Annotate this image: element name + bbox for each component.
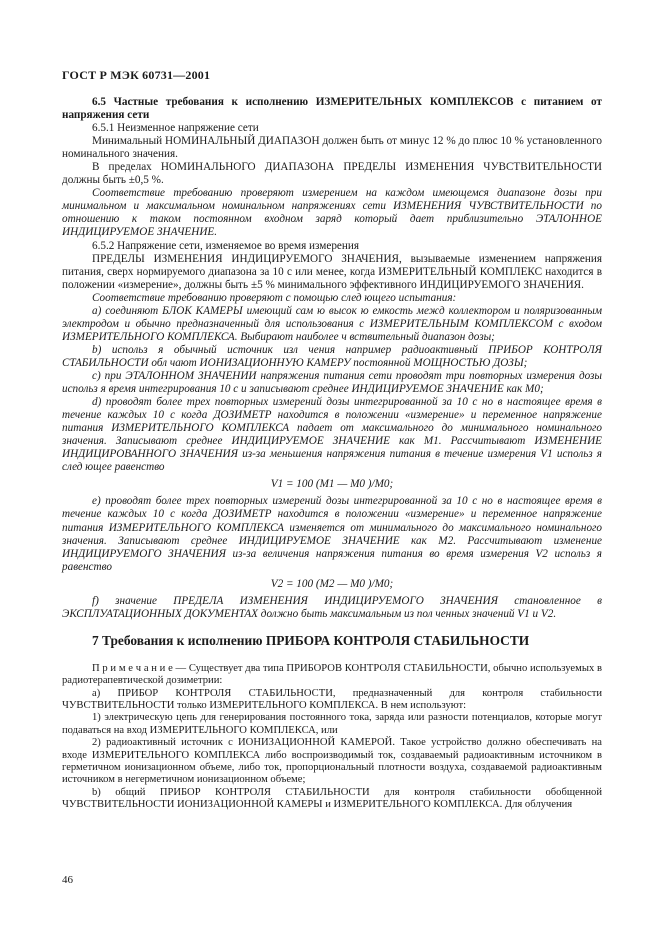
paragraph: В пределах НОМИНАЛЬНОГО ДИАПАЗОНА ПРЕДЕЛЫ ИЗМЕНЕНИЯ ЧУВСТВИТЕЛЬНОСТИ должны быть ±0,5 %.: [62, 161, 602, 187]
paragraph: ПРЕДЕЛЫ ИЗМЕНЕНИЯ ИНДИЦИРУЕМОГО ЗНАЧЕНИЯ, вызываемые изменением напряжения питания, сверх нормируемого диапазона за 10 с или менее, когда ИЗМЕРИТЕЛЬНЫЙ КОМПЛЕКС находится в положении «измерение», должны быть ±5 % минимального эффективного ИНДИЦИРУЕМОГО ЗНАЧЕНИЯ.: [62, 252, 602, 291]
standard-header: ГОСТ Р МЭК 60731—2001: [62, 68, 211, 82]
formula-v2: V2 = 100 (M2 — M0 )/M0;: [270, 577, 394, 590]
list-item-b: b) использ я обычный источник изл чения например радиоактивный ПРИБОР КОНТРОЛЯ СТАБИЛЬНОСТИ обл чают ИОНИЗАЦИОННУЮ КАМЕРУ постоянной МОЩНОСТЬЮ ДОЗЫ;: [62, 343, 602, 369]
note-item-b: b) общий ПРИБОР КОНТРОЛЯ СТАБИЛЬНОСТИ для контроля стабильности обобщенной ЧУВСТВИТЕЛЬНОСТИ ИОНИЗАЦИОННОЙ КАМЕРЫ и ИЗМЕРИТЕЛЬНОГО КОМПЛЕКСА. Для облучения: [62, 786, 602, 811]
note-item-a: а) ПРИБОР КОНТРОЛЯ СТАБИЛЬНОСТИ, предназначенный для контроля стабильности ЧУВСТВИТЕЛЬНОСТИ только ИЗМЕРИТЕЛЬНОГО КОМПЛЕКСА. В нем используют:: [62, 687, 602, 712]
note-item-1: 1) электрическую цепь для генерирования постоянного тока, заряда или разности потенциалов, которые могут подаваться на вход ИЗМЕРИТЕЛЬНОГО КОМПЛЕКСА, или: [62, 712, 602, 736]
clause-6-5-title: 6.5 Частные требования к исполнению ИЗМЕРИТЕЛЬНЫХ КОМПЛЕКСОВ с питанием от напряжения сети: [62, 96, 602, 122]
compliance-paragraph: Соответствие требованию проверяют измерением на каждом имеющемся диапазоне дозы при минимальном и максимальном номинальном напряжениях сети ИЗМЕНЕНИЯ ЧУВСТВИТЕЛЬНОСТИ по отношению к таком постоянном входном заряд который дает приблизительно ЭТАЛОННОЕ ИНДИЦИРУЕМОЕ ЗНАЧЕНИЕ.: [62, 187, 602, 239]
page-number: 46: [62, 874, 73, 886]
clause-6-5-1-title: 6.5.1 Неизменное напряжение сети: [92, 122, 259, 135]
list-item-a: а) соединяют БЛОК КАМЕРЫ имеющий сам ю высок ю емкость межд коллектором и поляризованным электродом и обычно предназначенный для использования с ИЗМЕРИТЕЛЬНЫМ КОМПЛЕКСОМ с входом ИЗМЕРИТЕЛЬНОГО КОМПЛЕКСА. Выбирают наиболее ч вствительный диапазон дозы;: [62, 304, 602, 343]
paragraph: Минимальный НОМИНАЛЬНЫЙ ДИАПАЗОН должен быть от минус 12 % до плюс 10 % установленного номинального значения.: [62, 135, 602, 161]
formula-v1: V1 = 100 (M1 — M0 )/M0;: [270, 478, 394, 491]
list-item-e: е) проводят более трех повторных измерений дозы интегрированной за 10 с но в настоящее время в течение каждых 10 с когда ДОЗИМЕТР находится в положении «измерение» и переменное напряжение питания ИЗМЕРИТЕЛЬНОГО КОМПЛЕКСА изменяется от минимального до максимального номинального значения. Записывают среднее ИНДИЦИРУЕМОЕ ЗНАЧЕНИЕ как M2. Рассчитывают изменение ИНДИЦИРУЕМОГО ЗНАЧЕНИЯ из-за величения напряжения питания во время измерения V2 использ я равенство: [62, 495, 602, 573]
document-body: [62, 96, 602, 812]
list-item-f: f) значение ПРЕДЕЛА ИЗМЕНЕНИЯ ИНДИЦИРУЕМОГО ЗНАЧЕНИЯ становленное в ЭКСПЛУАТАЦИОННЫХ ДОКУМЕНТАХ должно быть максимальным из пол ченных значений V1 и V2.: [62, 594, 602, 620]
section-7-heading: 7 Требования к исполнению ПРИБОРА КОНТРОЛЯ СТАБИЛЬНОСТИ: [92, 632, 530, 648]
note-paragraph: [62, 663, 602, 688]
compliance-paragraph: Соответствие требованию проверяют с помощью след ющего испытания:: [92, 291, 457, 304]
list-item-c: с) при ЭТАЛОННОМ ЗНАЧЕНИИ напряжения питания сети проводят три повторных измерения дозы использ я время интегрирования 10 с и записывают среднее ИНДИЦИРУЕМОЕ ЗНАЧЕНИЕ как M0;: [62, 369, 602, 396]
note-text: — Существует два типа ПРИБОРОВ КОНТРОЛЯ СТАБИЛЬНОСТИ, обычно используемых в радиотерапевтической дозиметрии:: [62, 662, 602, 687]
list-item-d: d) проводят более трех повторных измерений дозы интегрированной за 10 с но в настоящее время в течение каждых 10 с когда ДОЗИМЕТР находится в положении «измерение» и переменное напряжение питания ИЗМЕРИТЕЛЬНОГО КОМПЛЕКСА падает от максимального до минимального номинального значения. Записывают среднее ИНДИЦИРУЕМОЕ ЗНАЧЕНИЕ как M1. Рассчитывают ИЗМЕНЕНИЕ ИНДИЦИРОВАННОГО ЗНАЧЕНИЯ из-за меньшения напряжения питания в течение измерения V1 использ я след ющее равенство: [62, 396, 602, 474]
note-label: П р и м е ч а н и е: [92, 662, 173, 674]
note-item-2: 2) радиоактивный источник с ИОНИЗАЦИОННОЙ КАМЕРОЙ. Такое устройство должно обеспечивать на входе ИЗМЕРИТЕЛЬНОГО КОМПЛЕКСА либо воспроизводимый ток, создаваемый радиоактивным источником в герметичном ионизационном объеме, либо ток, пропорциональный плотности воздуха, создаваемой радиоактивным источником в негерметичном ионизационном объеме;: [62, 737, 602, 786]
clause-6-5-2-title: 6.5.2 Напряжение сети, изменяемое во время измерения: [92, 239, 360, 252]
